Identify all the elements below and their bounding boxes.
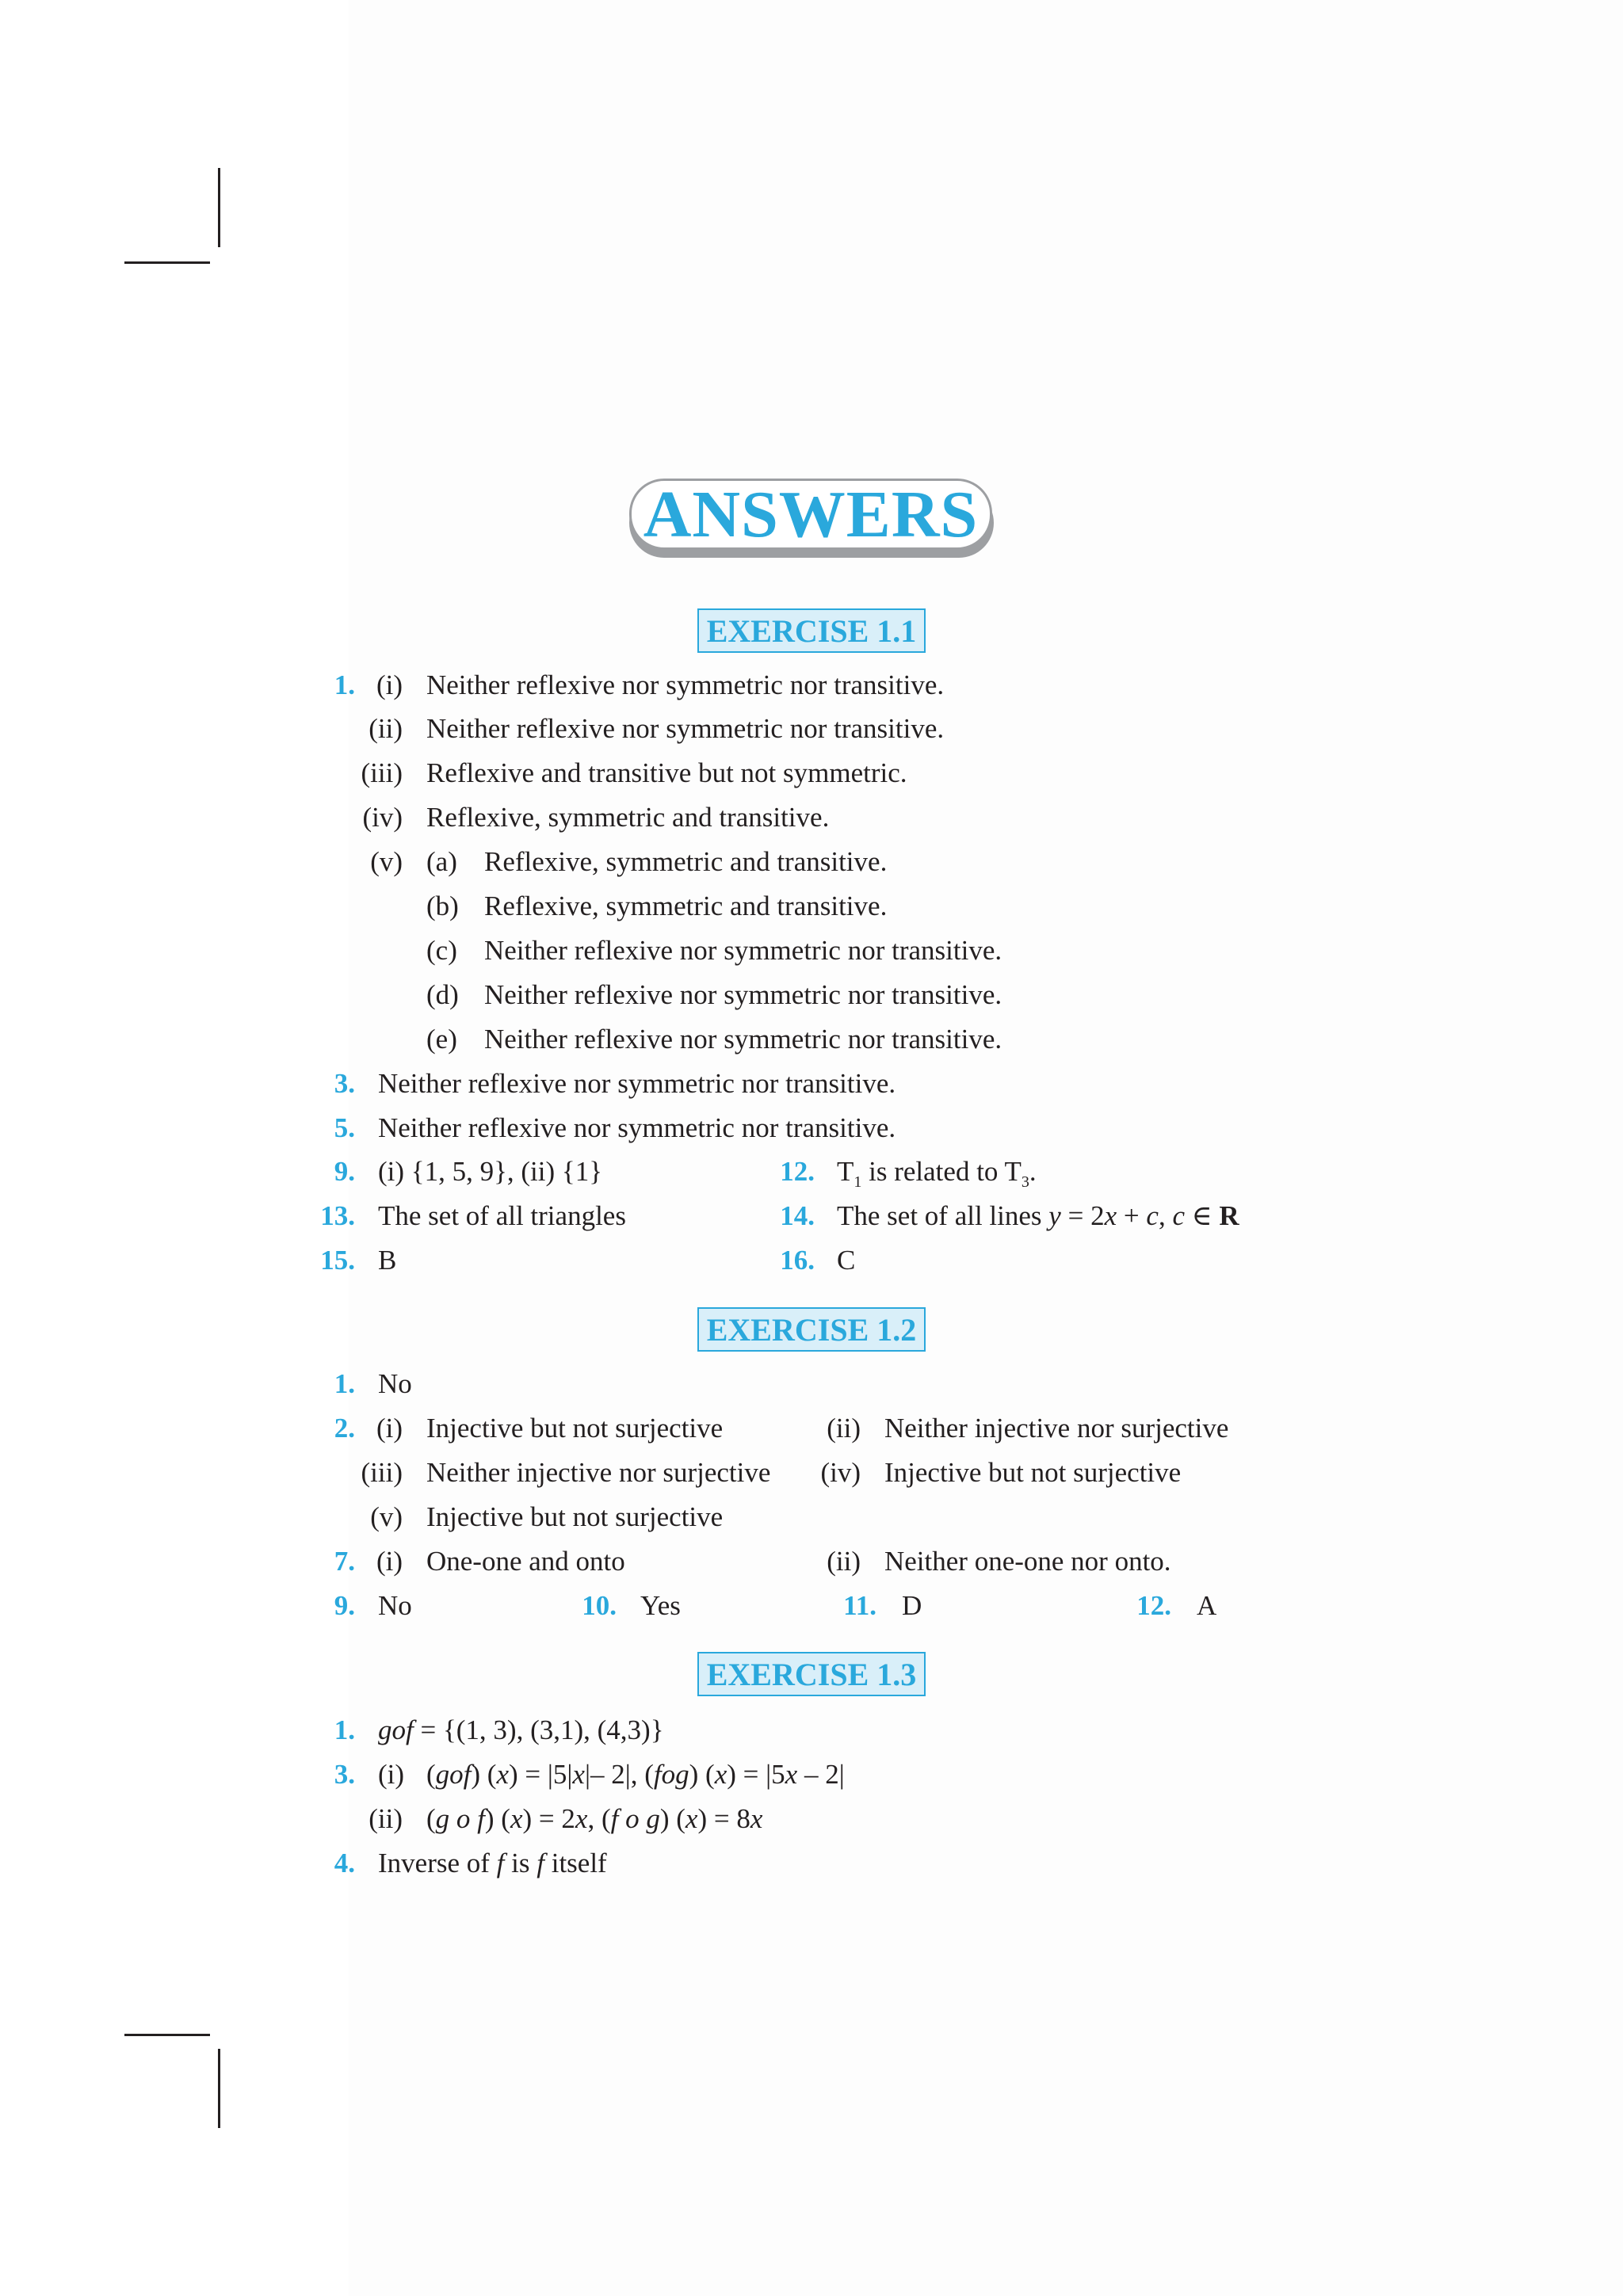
ex13-q3-i-gof: gof [435,1759,472,1790]
ex11-q1-i-answer: Neither reflexive nor symmetric nor transitive. [426,669,945,700]
ex12-q2-ii-answer: Neither injective nor surjective [884,1413,1229,1444]
ex11-q1-iv-label: (iv) [362,802,403,833]
crop-mark-top-horizontal [124,261,210,264]
ex11-q9-number: 9. [334,1156,355,1187]
ex13-q4-is: is [504,1848,537,1878]
ex12-q2-number: 2. [334,1413,355,1444]
ex11-q1-v-label: (v) [370,846,403,877]
ex12-q9-number: 9. [334,1590,355,1621]
ex11-q1-va-label: (a) [426,846,457,877]
ex13-q4-answer [378,1848,607,1879]
ex12-q9-answer: No [378,1590,412,1621]
ex11-q14-plus: + [1117,1200,1147,1231]
ex13-q1-number: 1. [334,1714,355,1745]
ex11-q12-sub1: 1 [854,1173,862,1191]
ex13-q3-i-part2: ) ( [471,1759,497,1790]
ex11-q1-i-label: (i) [376,669,403,700]
ex11-q14-eq: = 2 [1060,1200,1105,1231]
ex13-q3-ii-x2: x [575,1803,588,1834]
ex13-q4-itself: itself [544,1848,607,1878]
ex13-q3-i-part3: ) = |5| [509,1759,573,1790]
ex11-q1-ii-answer: Neither reflexive nor symmetric nor transitive. [426,713,945,744]
ex12-q2-i-answer: Injective but not surjective [426,1413,724,1444]
exercise-1-1-heading: EXERCISE 1.1 [697,608,926,653]
ex13-q3-ii-part2: ) ( [484,1803,510,1834]
ex13-q4-f2: f [537,1848,544,1878]
ex11-q16-answer: C [837,1245,856,1276]
ex11-q14-comma: , [1158,1200,1173,1231]
ex11-q14-in: ∈ [1184,1200,1220,1231]
ex11-q1-ii-label: (ii) [369,713,403,744]
ex13-q3-number: 3. [334,1759,355,1790]
ex12-q2-v-answer: Injective but not surjective [426,1501,724,1532]
ex11-q3-answer: Neither reflexive nor symmetric nor transitive. [378,1068,896,1099]
ex12-q11-answer: D [902,1590,922,1621]
ex11-q1-vb-answer: Reflexive, symmetric and transitive. [484,891,888,921]
ex11-q1-vd-answer: Neither reflexive nor symmetric nor transitive. [484,979,1002,1010]
ex11-q9-answer: (i) {1, 5, 9}, (ii) {1} [378,1156,602,1187]
ex11-q3-number: 3. [334,1068,355,1099]
ex11-q12-number: 12. [780,1156,815,1187]
ex13-q4-f1: f [496,1848,505,1878]
exercise-1-3-heading: EXERCISE 1.3 [697,1652,926,1696]
ex11-q15-answer: B [378,1245,397,1276]
ex13-q3-ii-part1: ( [426,1803,436,1834]
ex11-q1-vd-label: (d) [426,979,459,1010]
ex11-q1-iv-answer: Reflexive, symmetric and transitive. [426,802,830,833]
ex11-q1-va-answer: Reflexive, symmetric and transitive. [484,846,888,877]
ex11-q12-related: is related to T [861,1156,1022,1187]
ex12-q12-number: 12. [1136,1590,1171,1621]
ex11-q12-period: . [1029,1156,1037,1187]
ex13-q3-ii-part6: ) = 8 [697,1803,750,1834]
ex12-q7-number: 7. [334,1546,355,1577]
ex12-q2-iv-label: (iv) [820,1457,861,1488]
ex12-q10-number: 10. [582,1590,617,1621]
exercise-1-2-heading: EXERCISE 1.2 [697,1307,926,1352]
ex11-q14-number: 14. [780,1200,815,1231]
page-title: ANSWERS [629,479,992,550]
ex12-q2-iii-answer: Neither injective nor surjective [426,1457,771,1488]
ex13-q4-number: 4. [334,1848,355,1878]
ex13-q3-i-label: (i) [378,1759,405,1790]
ex11-q12-t1: T [837,1156,854,1187]
ex13-q3-ii-gof: g o f [435,1803,485,1834]
ex12-q1-number: 1. [334,1368,355,1399]
ex12-q2-v-label: (v) [370,1501,403,1532]
crop-mark-top-vertical [218,168,220,247]
ex11-q14-x: x [1104,1200,1117,1231]
ex12-q2-i-label: (i) [376,1413,403,1444]
ex12-q12-answer: A [1197,1590,1217,1621]
crop-mark-bottom-horizontal [124,2034,210,2036]
ex13-q1-answer [378,1714,664,1746]
ex13-q1-set: = {(1, 3), (3,1), (4,3)} [413,1714,664,1745]
ex13-q3-i-fog: fog [653,1759,689,1790]
ex13-q4-inverse-of: Inverse of [378,1848,497,1878]
ex12-q1-answer: No [378,1368,412,1399]
ex11-q5-number: 5. [334,1112,355,1143]
ex11-q14-c1: c [1146,1200,1159,1231]
ex13-q3-i-part1: ( [426,1759,436,1790]
ex11-q14-c2: c [1172,1200,1185,1231]
ex13-q3-ii-part4: , ( [587,1803,611,1834]
ex13-q3-i-x4: x [785,1759,798,1790]
ex13-q3-ii-x4: x [750,1803,763,1834]
ex12-q7-ii-answer: Neither one-one nor onto. [884,1546,1171,1577]
page-background-panel [349,0,1623,2296]
ex12-q10-answer: Yes [640,1590,681,1621]
ex13-q3-ii-x3: x [685,1803,698,1834]
ex13-q3-i-part4: |– 2|, ( [584,1759,654,1790]
answers-title-badge [629,479,997,558]
ex12-q7-i-answer: One-one and onto [426,1546,625,1577]
ex13-q3-i-part5: ) ( [689,1759,715,1790]
ex13-q3-ii-part5: ) ( [659,1803,685,1834]
ex13-q3-i-x1: x [496,1759,509,1790]
ex11-q1-vc-answer: Neither reflexive nor symmetric nor transitive. [484,935,1002,966]
ex11-q15-number: 15. [320,1245,355,1276]
crop-mark-bottom-vertical [218,2049,220,2128]
ex13-q3-i-x3: x [714,1759,727,1790]
ex13-q3-ii-label: (ii) [369,1803,403,1834]
ex11-q16-number: 16. [780,1245,815,1276]
ex12-q7-ii-label: (ii) [827,1546,861,1577]
ex12-q2-ii-label: (ii) [827,1413,861,1444]
ex13-q3-i-part6: ) = |5 [727,1759,785,1790]
ex11-q14-y: y [1048,1200,1061,1231]
ex11-q1-ve-answer: Neither reflexive nor symmetric nor transitive. [484,1024,1002,1055]
ex12-q7-i-label: (i) [376,1546,403,1577]
ex11-q12-answer [837,1156,1037,1191]
ex13-q3-ii-x1: x [510,1803,523,1834]
ex11-q1-iii-answer: Reflexive and transitive but not symmetric. [426,757,907,788]
ex11-q14-R: R [1219,1200,1239,1231]
ex11-q14-text: The set of all lines [837,1200,1049,1231]
ex11-q1-vb-label: (b) [426,891,459,921]
ex13-q3-i-answer [426,1759,845,1791]
ex12-q2-iii-label: (iii) [361,1457,403,1488]
ex13-q3-i-x2: x [572,1759,585,1790]
ex11-q1-number: 1. [334,669,355,700]
ex11-q12-sub2: 3 [1021,1173,1029,1191]
ex13-q3-ii-fog: f o g [610,1803,660,1834]
ex11-q13-answer: The set of all triangles [378,1200,626,1231]
ex11-q14-answer [837,1200,1239,1232]
ex12-q2-iv-answer: Injective but not surjective [884,1457,1182,1488]
ex11-q1-ve-label: (e) [426,1024,457,1055]
ex13-q3-i-part7: – 2| [797,1759,845,1790]
ex13-q3-ii-part3: ) = 2 [522,1803,575,1834]
ex11-q1-iii-label: (iii) [361,757,403,788]
ex12-q11-number: 11. [843,1590,876,1621]
ex11-q1-vc-label: (c) [426,935,457,966]
ex13-q1-gof: gof [378,1714,414,1745]
ex11-q5-answer: Neither reflexive nor symmetric nor transitive. [378,1112,896,1143]
ex11-q13-number: 13. [320,1200,355,1231]
ex13-q3-ii-answer [426,1803,762,1835]
